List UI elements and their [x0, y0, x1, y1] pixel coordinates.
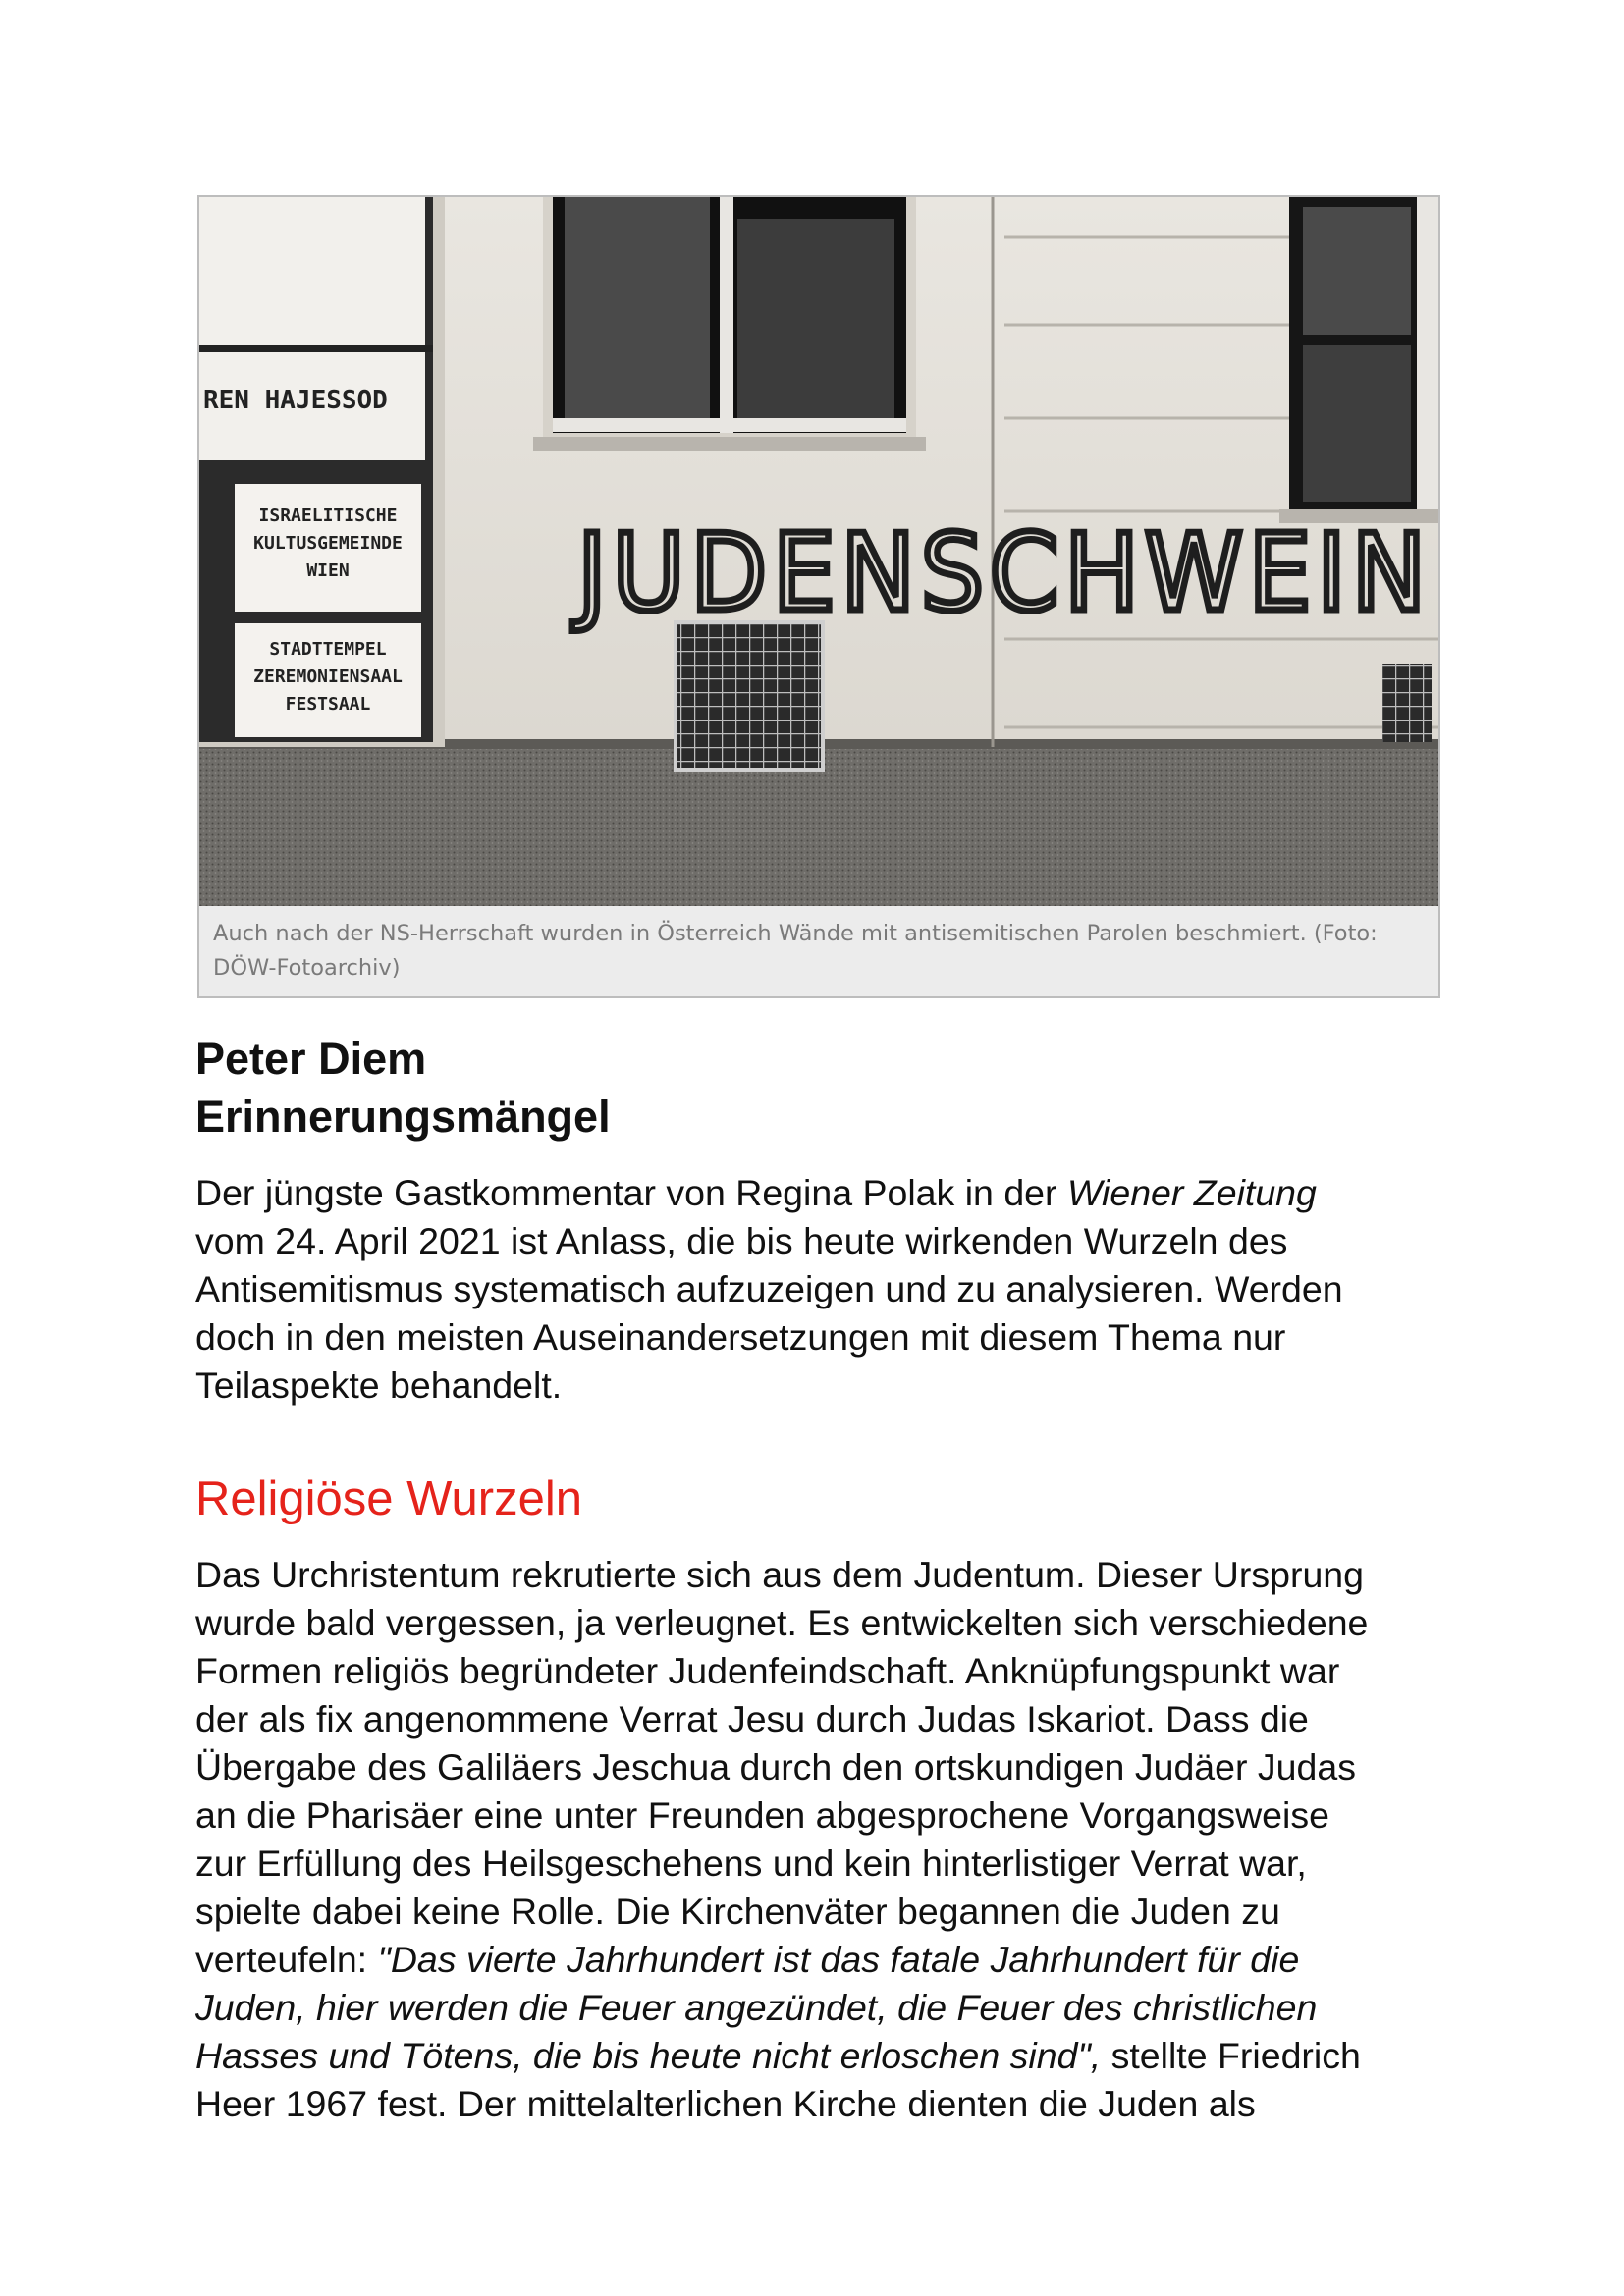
paragraph-line: spielte dabei keine Rolle. Die Kirchenväter begannen die Juden zu	[195, 1891, 1280, 1932]
caption-line: Auch nach der NS-Herrschaft wurden in Österreich Wände mit antisemitischen Parolen beschmiert. (Foto:	[213, 921, 1378, 946]
paragraph-line: Teilaspekte behandelt.	[195, 1364, 563, 1406]
article-figure	[197, 195, 1440, 998]
text-run: Der jüngste Gastkommentar von Regina Polak in der	[195, 1172, 1067, 1213]
newspaper-name: Wiener Zeitung	[1066, 1172, 1317, 1213]
article-author: Peter Diem	[195, 1034, 427, 1084]
sign-middle-line-3: WIEN	[306, 561, 350, 581]
graffiti-photo	[199, 197, 1438, 906]
paragraph-line	[195, 2032, 1462, 2080]
text-run: stellte Friedrich	[1101, 2035, 1361, 2076]
intro-paragraph	[195, 1169, 1462, 1410]
text-run: verteufeln:	[195, 1939, 378, 1980]
sign-middle-line-2: KULTUSGEMEINDE	[253, 533, 403, 554]
article-title: Erinnerungsmängel	[195, 1092, 611, 1142]
sign-bottom-line-2: ZEREMONIENSAAL	[253, 667, 403, 687]
paragraph-line: doch in den meisten Auseinandersetzungen mit diesem Thema nur	[195, 1316, 1286, 1358]
figure-caption	[213, 917, 1421, 986]
paragraph-line: der als fix angenommene Verrat Jesu durch Judas Iskariot. Dass die	[195, 1698, 1309, 1739]
quote-run: Juden, hier werden die Feuer angezündet, die Feuer des christlichen	[195, 1987, 1318, 2028]
quote-run: "Das vierte Jahrhundert ist das fatale Jahrhundert für die	[377, 1939, 1300, 1980]
graffiti-text: JUDENSCHWEIN	[571, 512, 1432, 635]
section-heading: Religiöse Wurzeln	[195, 1472, 582, 1525]
sign-bottom-line-3: FESTSAAL	[285, 694, 371, 715]
paragraph-line: vom 24. April 2021 ist Anlass, die bis heute wirkenden Wurzeln des	[195, 1220, 1288, 1261]
sign-hajessod-text: REN HAJESSOD	[203, 386, 388, 415]
paragraph-line	[195, 1169, 1462, 1217]
paragraph-line: Das Urchristentum rekrutierte sich aus dem Judentum. Dieser Ursprung	[195, 1554, 1365, 1595]
paragraph-line: wurde bald vergessen, ja verleugnet. Es entwickelten sich verschiedene	[195, 1602, 1369, 1643]
sign-middle-line-1: ISRAELITISCHE	[258, 506, 398, 526]
paragraph-line: Heer 1967 fest. Der mittelalterlichen Kirche dienten die Juden als	[195, 2083, 1256, 2124]
paragraph-line	[195, 1936, 1462, 1984]
section-paragraph	[195, 1551, 1462, 2128]
paragraph-line: an die Pharisäer eine unter Freunden abgesprochene Vorgangsweise	[195, 1794, 1329, 1836]
paragraph-line	[195, 1984, 1462, 2032]
paragraph-line: Übergabe des Galiläers Jeschua durch den ortskundigen Judäer Judas	[195, 1746, 1356, 1788]
sign-bottom-line-1: STADTTEMPEL	[269, 639, 387, 660]
paragraph-line: Antisemitismus systematisch aufzuzeigen und zu analysieren. Werden	[195, 1268, 1343, 1309]
caption-line: DÖW-Fotoarchiv)	[213, 955, 401, 981]
paragraph-line: Formen religiös begründeter Judenfeindschaft. Anknüpfungspunkt war	[195, 1650, 1340, 1691]
quote-run: Hasses und Tötens, die bis heute nicht erloschen sind",	[195, 2035, 1102, 2076]
paragraph-line: zur Erfüllung des Heilsgeschehens und kein hinterlistiger Verrat war,	[195, 1842, 1307, 1884]
